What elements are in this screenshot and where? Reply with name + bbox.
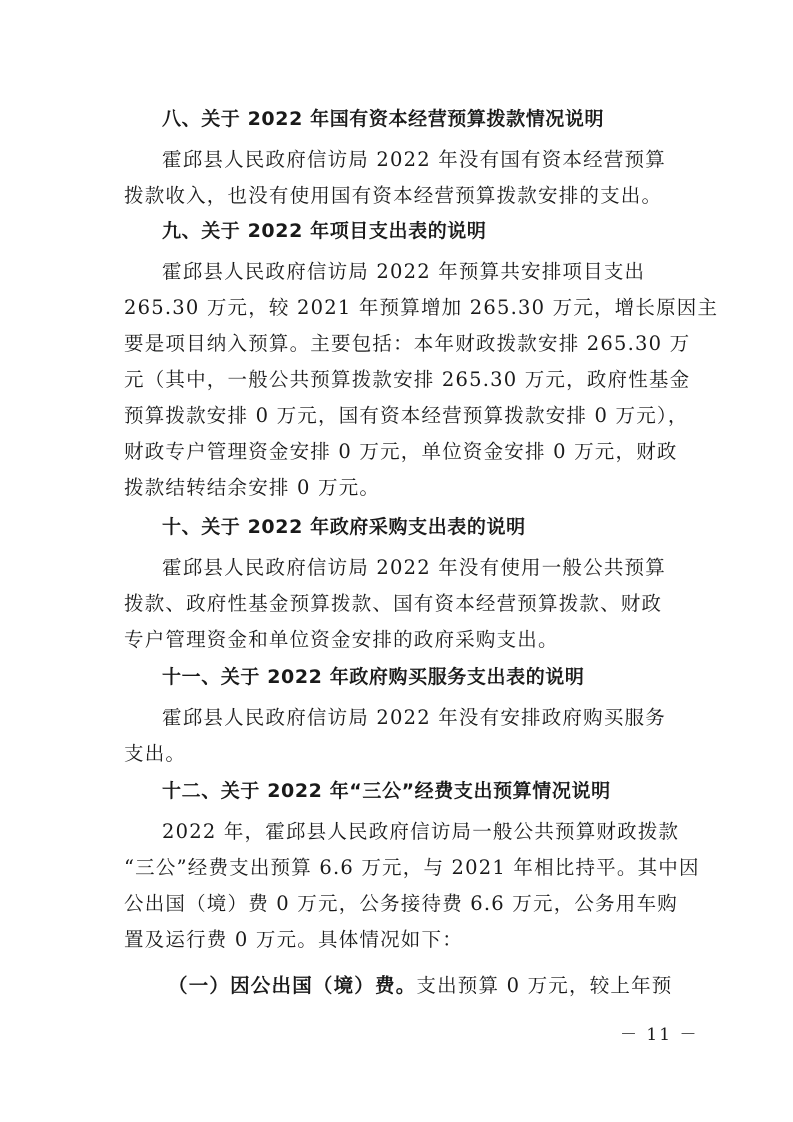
section-9-line-1: 霍邱县人民政府信访局 2022 年预算共安排项目支出 — [162, 260, 646, 283]
section-9-line-2: 265.30 万元，较 2021 年预算增加 265.30 万元，增长原因主 — [124, 296, 719, 319]
section-10-line-1: 霍邱县人民政府信访局 2022 年没有使用一般公共预算 — [162, 556, 666, 579]
page-number: － 11 － — [620, 1025, 699, 1045]
subsection-1-title: （一）因公出国（境）费。 — [168, 974, 417, 997]
section-9-heading: 九、关于 2022 年项目支出表的说明 — [162, 220, 487, 242]
section-9-line-7: 拨款结转结余安排 0 万元。 — [124, 476, 381, 499]
section-10-heading: 十、关于 2022 年政府采购支出表的说明 — [162, 516, 526, 538]
section-12-line-4: 置及运行费 0 万元。具体情况如下： — [124, 928, 463, 951]
section-9-line-4: 元（其中，一般公共预算拨款安排 265.30 万元，政府性基金 — [124, 368, 691, 391]
section-9-line-3: 要是项目纳入预算。主要包括：本年财政拨款安排 265.30 万 — [124, 332, 691, 355]
section-12-line-3: 公出国（境）费 0 万元，公务接待费 6.6 万元，公务用车购 — [124, 892, 678, 915]
section-11-line-2: 支出。 — [124, 742, 187, 765]
section-12-line-1: 2022 年，霍邱县人民政府信访局一般公共预算财政拨款 — [162, 820, 680, 843]
section-9-line-6: 财政专户管理资金安排 0 万元，单位资金安排 0 万元，财政 — [124, 440, 678, 463]
subsection-1-text: 支出预算 0 万元，较上年预 — [416, 974, 673, 997]
section-8-heading: 八、关于 2022 年国有资本经营预算拨款情况说明 — [162, 108, 605, 130]
section-12-line-2: “三公”经费支出预算 6.6 万元，与 2021 年相比持平。其中因 — [124, 856, 700, 879]
section-10-line-3: 专户管理资金和单位资金安排的政府采购支出。 — [124, 628, 559, 651]
section-12-heading: 十二、关于 2022 年“三公”经费支出预算情况说明 — [162, 780, 611, 802]
section-11-heading: 十一、关于 2022 年政府购买服务支出表的说明 — [162, 666, 585, 688]
section-8-line-1: 霍邱县人民政府信访局 2022 年没有国有资本经营预算 — [162, 148, 666, 171]
section-8-line-2: 拨款收入，也没有使用国有资本经营预算拨款安排的支出。 — [124, 184, 663, 207]
section-9-line-5: 预算拨款安排 0 万元，国有资本经营预算拨款安排 0 万元）， — [124, 404, 689, 427]
section-11-line-1: 霍邱县人民政府信访局 2022 年没有安排政府购买服务 — [162, 706, 666, 729]
section-10-line-2: 拨款、政府性基金预算拨款、国有资本经营预算拨款、财政 — [124, 592, 663, 615]
section-12-subsection-1 — [168, 976, 728, 996]
